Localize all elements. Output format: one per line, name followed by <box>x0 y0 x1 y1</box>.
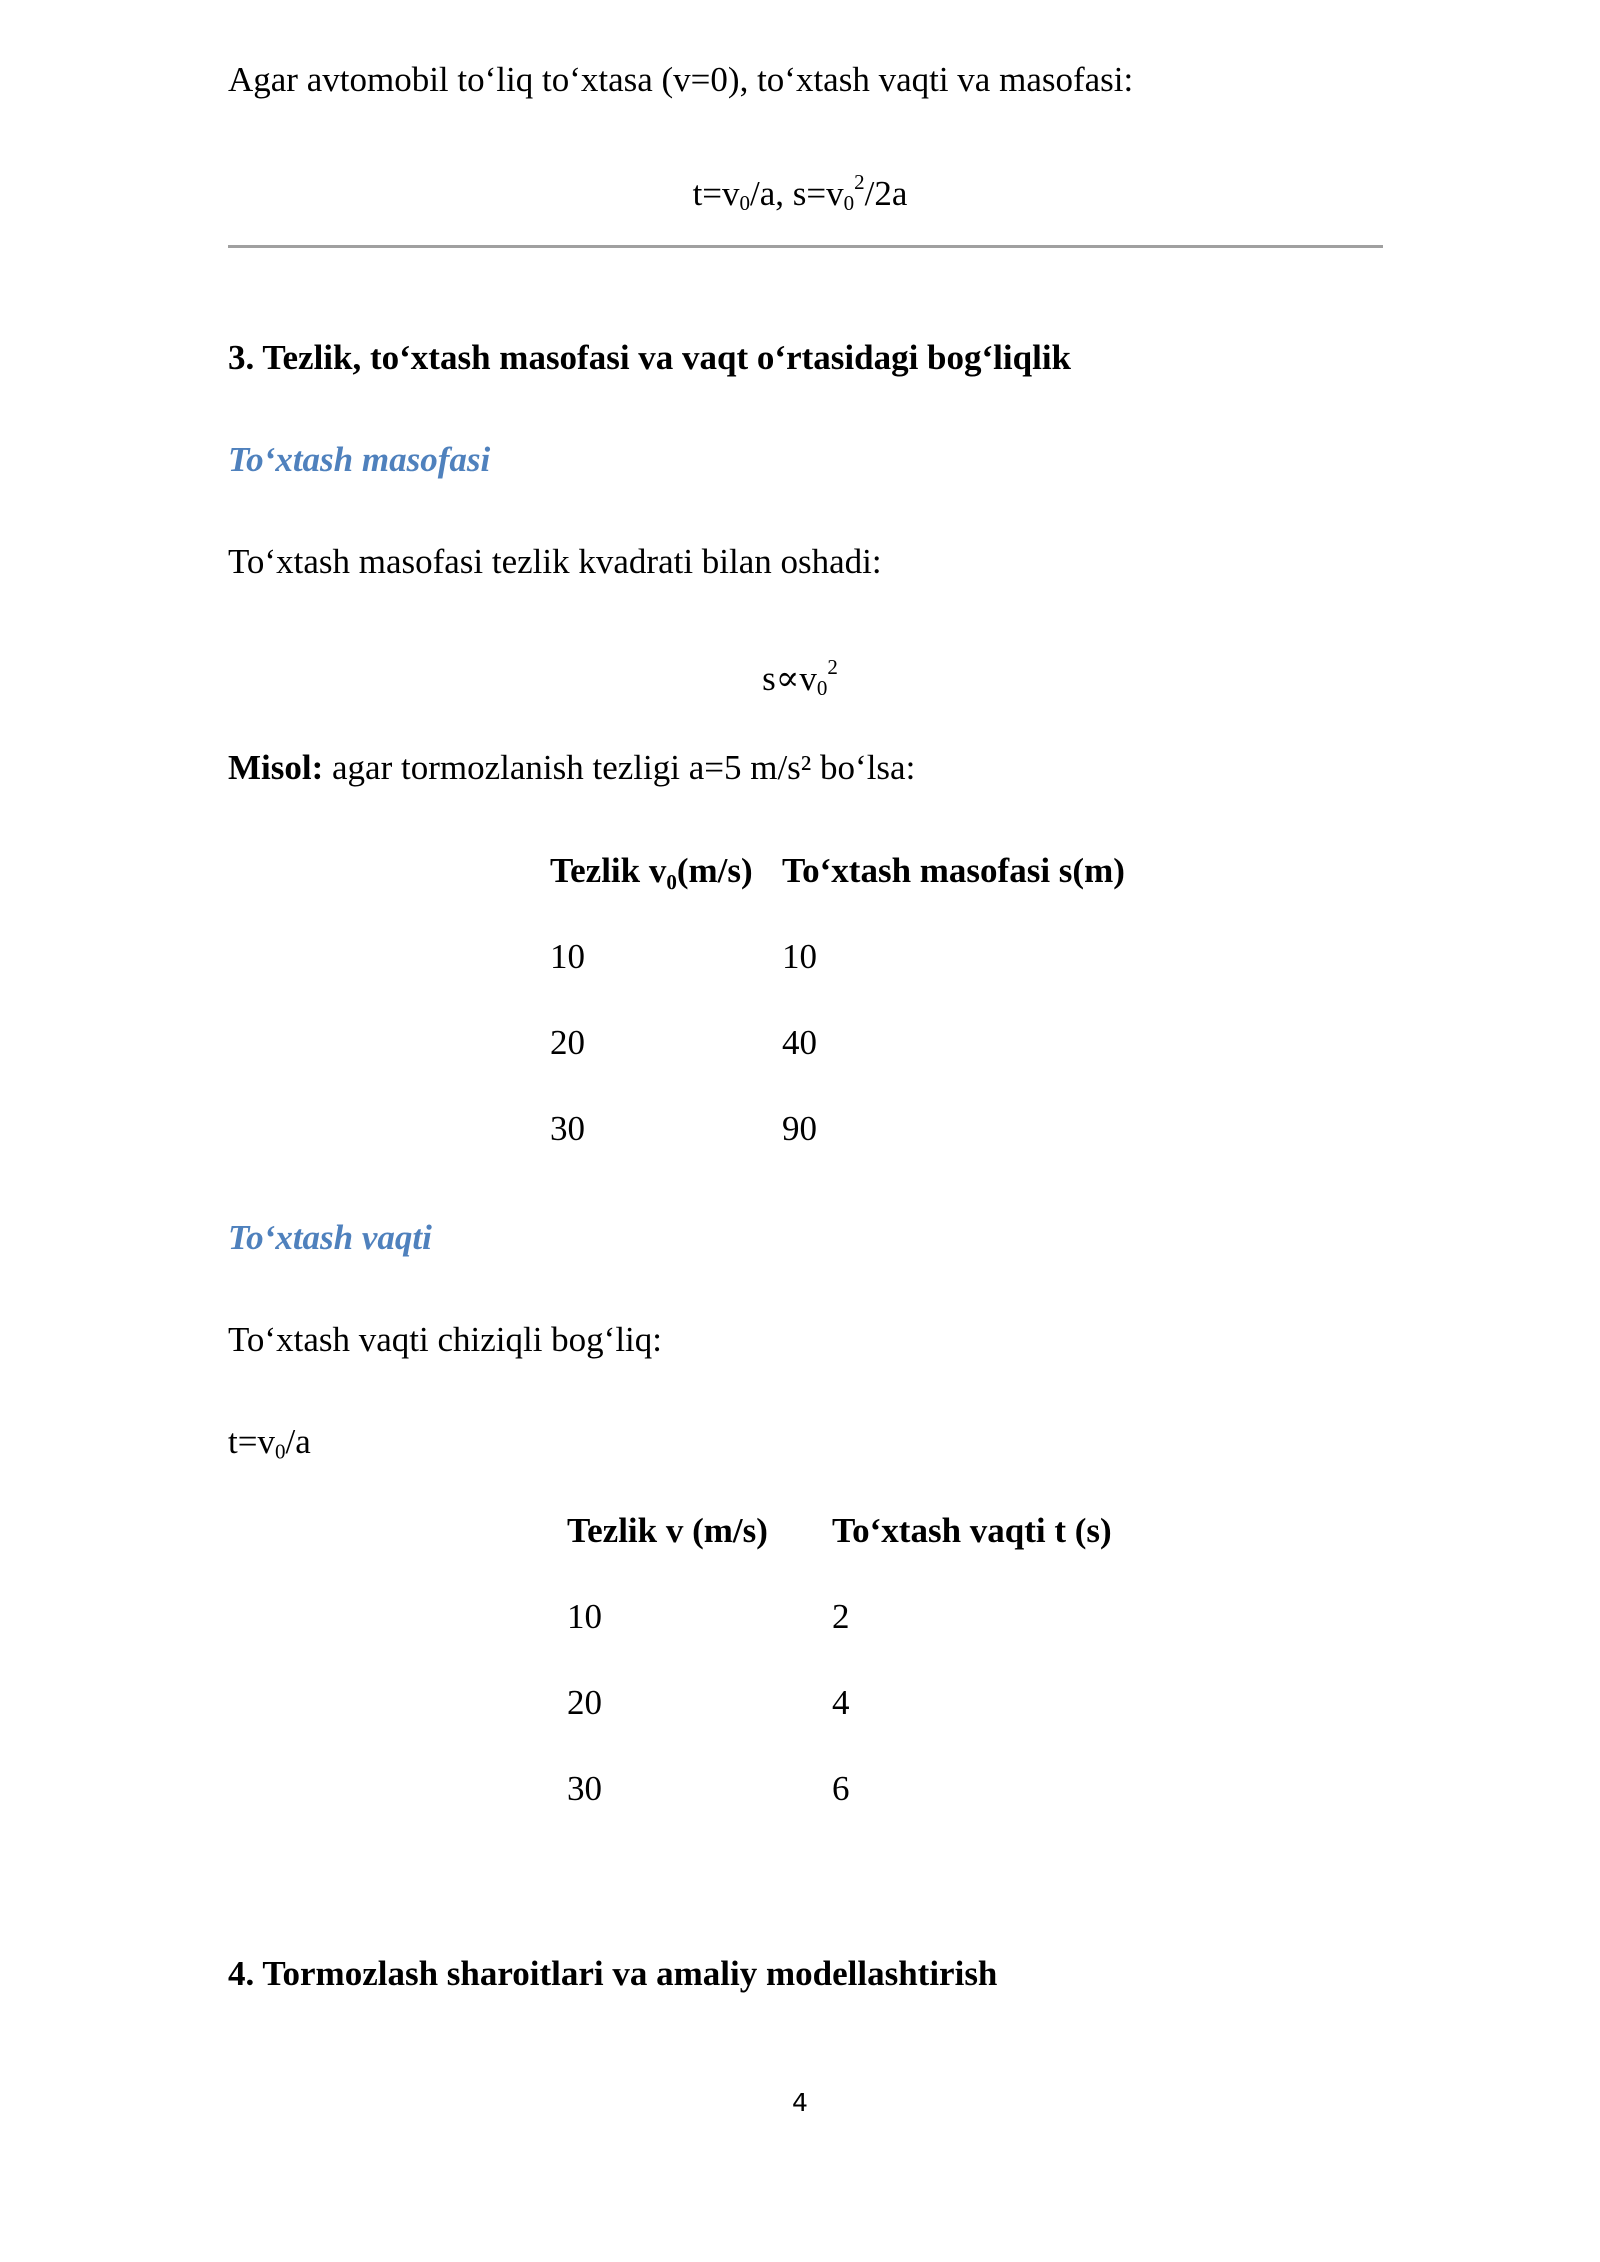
formula-t-sub: 0 <box>739 191 751 215</box>
table-row <box>567 1746 1112 1832</box>
horizontal-rule <box>228 245 1383 248</box>
table-cell: 6 <box>832 1769 850 1808</box>
subheading-stop-distance: To‘xtash masofasi <box>228 440 491 479</box>
table-header-row <box>550 828 1125 914</box>
table-row <box>550 1000 1125 1086</box>
stop-distance-table <box>550 828 1125 1172</box>
prop-lhs: s∝v <box>762 658 817 698</box>
example-paragraph <box>228 746 915 790</box>
time-formula <box>228 1420 311 1473</box>
section-4-heading: 4. Tormozlash sharoitlari va amaliy modellashtirish <box>228 1954 998 1993</box>
example-label: Misol: <box>228 748 324 787</box>
table-row <box>550 1086 1125 1172</box>
section-3-heading: 3. Tezlik, to‘xtash masofasi va vaqt o‘rtasidagi bog‘liqlik <box>228 338 1072 377</box>
table-row <box>550 914 1125 1000</box>
formula-s-rhs: /2a <box>864 173 908 213</box>
stop-time-paragraph: To‘xtash vaqti chiziqli bog‘liq: <box>228 1320 662 1359</box>
intro-paragraph: Agar avtomobil to‘liq to‘xtasa (v=0), to‘xtash vaqti va masofasi: <box>228 60 1134 99</box>
stop-formula <box>0 160 1600 225</box>
table-header-cell: Tezlik v (m/s) <box>567 1511 768 1550</box>
stop-distance-paragraph: To‘xtash masofasi tezlik kvadrati bilan oshadi: <box>228 542 882 581</box>
table-cell: 2 <box>832 1597 850 1636</box>
table-header-row <box>567 1488 1112 1574</box>
table-cell: 4 <box>832 1683 850 1722</box>
subheading-stop-time: To‘xtash vaqti <box>228 1218 432 1257</box>
table-cell: 90 <box>782 1109 817 1148</box>
table-header-cell: To‘xtash masofasi s(m) <box>782 851 1125 890</box>
table-header-cell: Tezlik v₀(m/s) <box>550 851 753 890</box>
table-header-cell: To‘xtash vaqti t (s) <box>832 1511 1112 1550</box>
table-cell: 10 <box>550 937 585 976</box>
table-row <box>567 1660 1112 1746</box>
table-cell: 20 <box>567 1683 602 1722</box>
time-sub: 0 <box>274 1439 286 1464</box>
table-cell: 10 <box>782 937 817 976</box>
formula-s-sub: 0 <box>843 191 855 215</box>
prop-sup: 2 <box>827 655 838 679</box>
table-cell: 30 <box>550 1109 585 1148</box>
formula-t-rhs: /a, s=v <box>750 173 844 213</box>
stop-time-table <box>567 1488 1112 1832</box>
table-cell: 10 <box>567 1597 602 1636</box>
page-number: 4 <box>792 2088 808 2117</box>
example-text: agar tormozlanish tezligi a=5 m/s² bo‘lsa: <box>323 748 916 787</box>
table-cell: 40 <box>782 1023 817 1062</box>
formula-t-lhs: t=v <box>692 173 740 213</box>
formula-s-sup: 2 <box>854 170 865 194</box>
time-lhs: t=v <box>228 1422 275 1461</box>
table-cell: 30 <box>567 1769 602 1808</box>
table-row <box>567 1574 1112 1660</box>
table-cell: 20 <box>550 1023 585 1062</box>
time-rhs: /a <box>285 1422 311 1461</box>
prop-sub: 0 <box>816 676 828 700</box>
proportional-formula <box>0 645 1600 710</box>
